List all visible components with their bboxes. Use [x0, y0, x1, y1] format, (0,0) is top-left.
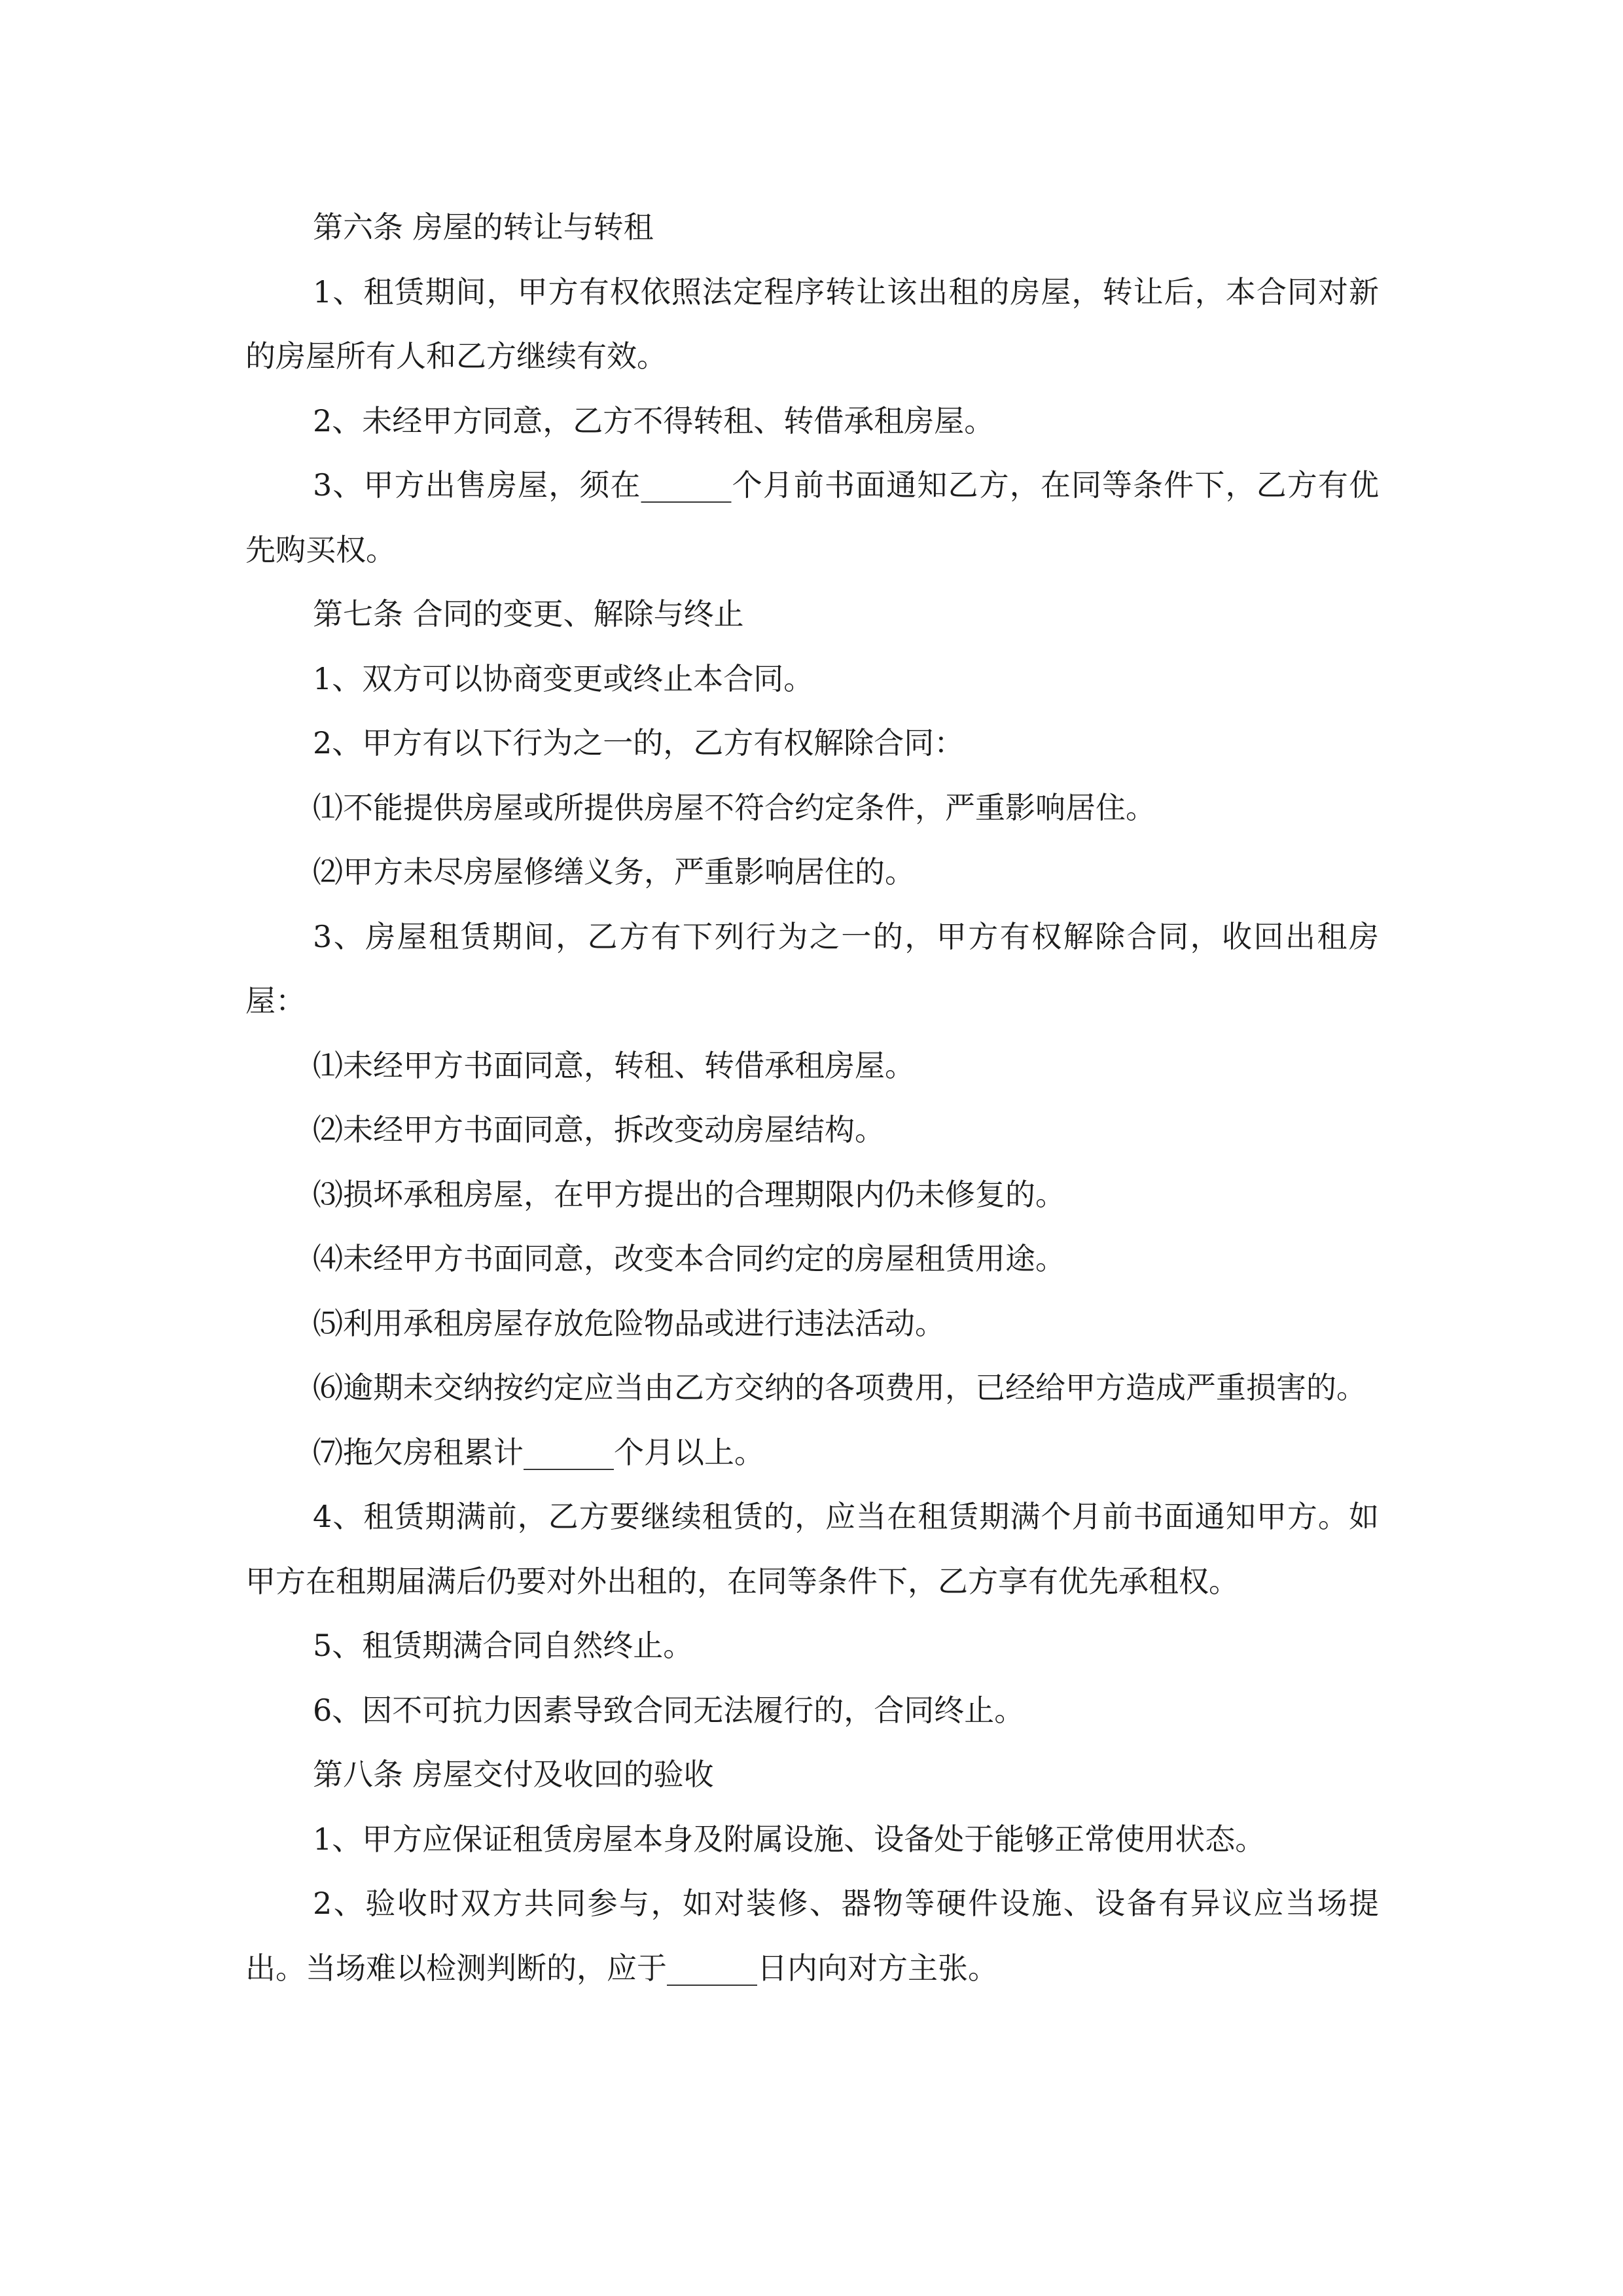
article-7-clause-5: 5、租赁期满合同自然终止。 — [313, 1628, 694, 1663]
article-8-heading: 第八条 房屋交付及收回的验收 — [313, 1757, 714, 1792]
article-7-clause-4: 4、租赁期满前，乙方要继续租赁的，应当在租赁期满个月前书面通知甲方。如甲方在租期届满后仍要对外出租的，在同等条件下，乙方享有优先承租权。 — [245, 1499, 1379, 1599]
article-6-clause-3: 3、甲方出售房屋，须在______个月前书面通知乙方，在同等条件下，乙方有优先购买权。 — [245, 467, 1379, 567]
article-7-clause-3-item-1: ⑴未经甲方书面同意，转租、转借承租房屋。 — [313, 1047, 915, 1083]
article-7-clause-3-item-3: ⑶损坏承租房屋，在甲方提出的合理期限内仍未修复的。 — [313, 1176, 1065, 1212]
article-8-clause-1: 1、甲方应保证租赁房屋本身及附属设施、设备处于能够正常使用状态。 — [313, 1821, 1266, 1857]
article-8-clause-2: 2、验收时双方共同参与，如对装修、器物等硬件设施、设备有异议应当场提出。当场难以检测判断的，应于______日内向对方主张。 — [245, 1886, 1379, 1986]
article-6-heading: 第六条 房屋的转让与转租 — [313, 209, 654, 245]
article-7-heading: 第七条 合同的变更、解除与终止 — [313, 596, 744, 632]
article-7-clause-2: 2、甲方有以下行为之一的，乙方有权解除合同： — [313, 725, 965, 761]
article-6-clause-1: 1、租赁期间，甲方有权依照法定程序转让该出租的房屋，转让后，本合同对新的房屋所有人和乙方继续有效。 — [245, 274, 1379, 374]
article-7-clause-2-item-2: ⑵甲方未尽房屋修缮义务，严重影响居住的。 — [313, 854, 915, 889]
document-body — [245, 195, 1379, 2000]
article-7-clause-3-item-5: ⑸利用承租房屋存放危险物品或进行违法活动。 — [313, 1305, 945, 1341]
article-7-clause-3-item-7: ⑺拖欠房租累计______个月以上。 — [313, 1434, 764, 1470]
article-7-clause-3-item-6: ⑹逾期未交纳按约定应当由乙方交纳的各项费用，已经给甲方造成严重损害的。 — [313, 1370, 1366, 1405]
article-6-clause-2: 2、未经甲方同意，乙方不得转租、转借承租房屋。 — [313, 403, 995, 439]
article-7-clause-3-item-4: ⑷未经甲方书面同意，改变本合同约定的房屋租赁用途。 — [313, 1241, 1065, 1276]
article-7-clause-6: 6、因不可抗力因素导致合同无法履行的，合同终止。 — [313, 1692, 1025, 1728]
article-7-clause-2-item-1: ⑴不能提供房屋或所提供房屋不符合约定条件，严重影响居住。 — [313, 789, 1156, 825]
article-7-clause-1: 1、双方可以协商变更或终止本合同。 — [313, 660, 814, 696]
article-7-clause-3: 3、房屋租赁期间，乙方有下列行为之一的，甲方有权解除合同，收回出租房屋： — [245, 918, 1379, 1018]
article-7-clause-3-item-2: ⑵未经甲方书面同意，拆改变动房屋结构。 — [313, 1112, 885, 1147]
